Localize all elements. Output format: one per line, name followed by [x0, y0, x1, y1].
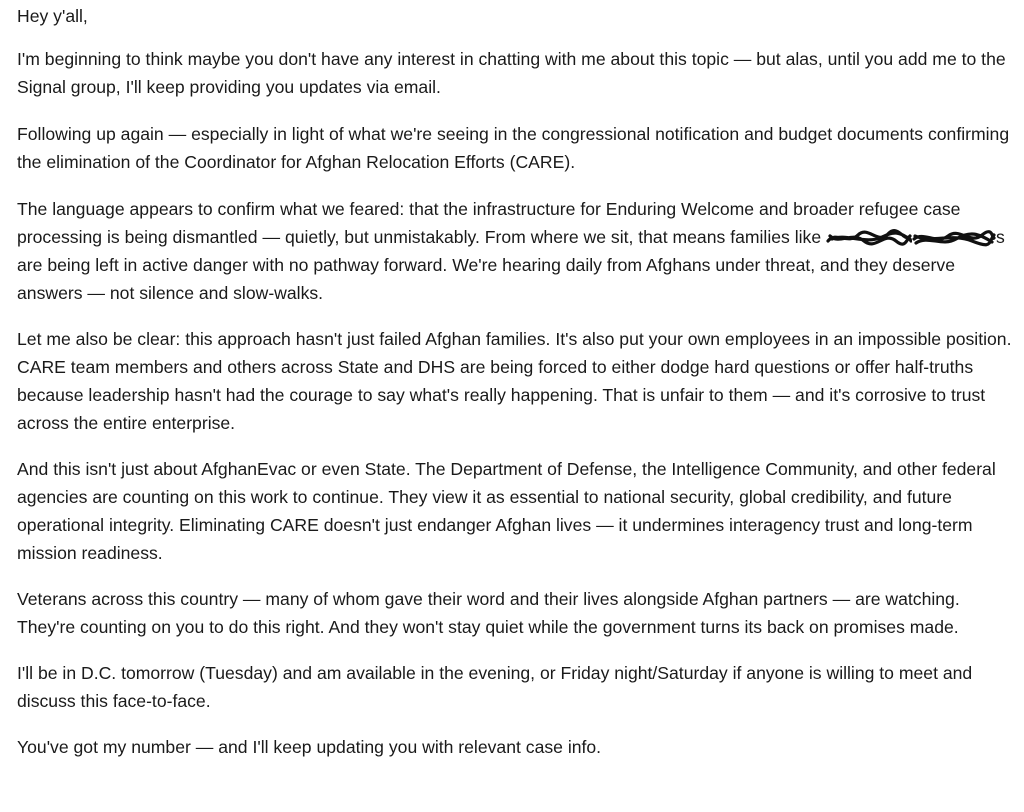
email-paragraph-2: Following up again — especially in light of what we're seeing in the congressional notification and budget documents confirming the elimination of the Coordinator for Afghan Relocation Efforts (CARE). [17, 124, 1010, 172]
email-paragraph-8: You've got my number — and I'll keep updating you with relevant case info. [17, 737, 602, 757]
redaction-scribble [826, 227, 912, 249]
email-paragraph-3-after-redaction: s are being left in active danger with no pathway forward. We're hearing daily from Afghans under threat, and they deserve answers — not silence and slow-walks. [17, 227, 1005, 303]
email-paragraph-3 [17, 195, 1012, 307]
email-paragraph-5: And this isn't just about AfghanEvac or even State. The Department of Defense, the Intelligence Community, and other federal agencies are counting on this work to continue. They view it as essential to national security, global credibility, and future operational integrity. Eliminating CARE doesn't just endanger Afghan lives — it undermines interagency trust and long-term mission readiness. [17, 459, 996, 563]
email-greeting: Hey y'all, [17, 6, 88, 26]
email-paragraph-3-before-redaction: The language appears to confirm what we feared: that the infrastructure for Enduring Welcome and broader refugee case processing is being dismantled — quietly, but unmistakably. From where we sit, that means families like [17, 199, 961, 247]
email-paragraph-1: I'm beginning to think maybe you don't have any interest in chatting with me about this topic — but alas, until you add me to the Signal group, I'll keep providing you updates via email. [17, 49, 1006, 97]
redaction-scribble-2 [912, 229, 996, 249]
email-paragraph-7: I'll be in D.C. tomorrow (Tuesday) and am available in the evening, or Friday night/Saturday if anyone is willing to meet and discuss this face-to-face. [17, 663, 973, 711]
email-paragraph-6: Veterans across this country — many of whom gave their word and their lives alongside Afghan partners — are watching. They're counting on you to do this right. And they won't stay quiet while the government turns its back on promises made. [17, 589, 960, 637]
email-body [17, 2, 1012, 761]
email-paragraph-4: Let me also be clear: this approach hasn't just failed Afghan families. It's also put your own employees in an impossible position. CARE team members and others across State and DHS are being forced to either dodge hard questions or offer half-truths because leadership hasn't had the courage to say what's really happening. That is unfair to them — and it's corrosive to trust across the entire enterprise. [17, 329, 1012, 433]
